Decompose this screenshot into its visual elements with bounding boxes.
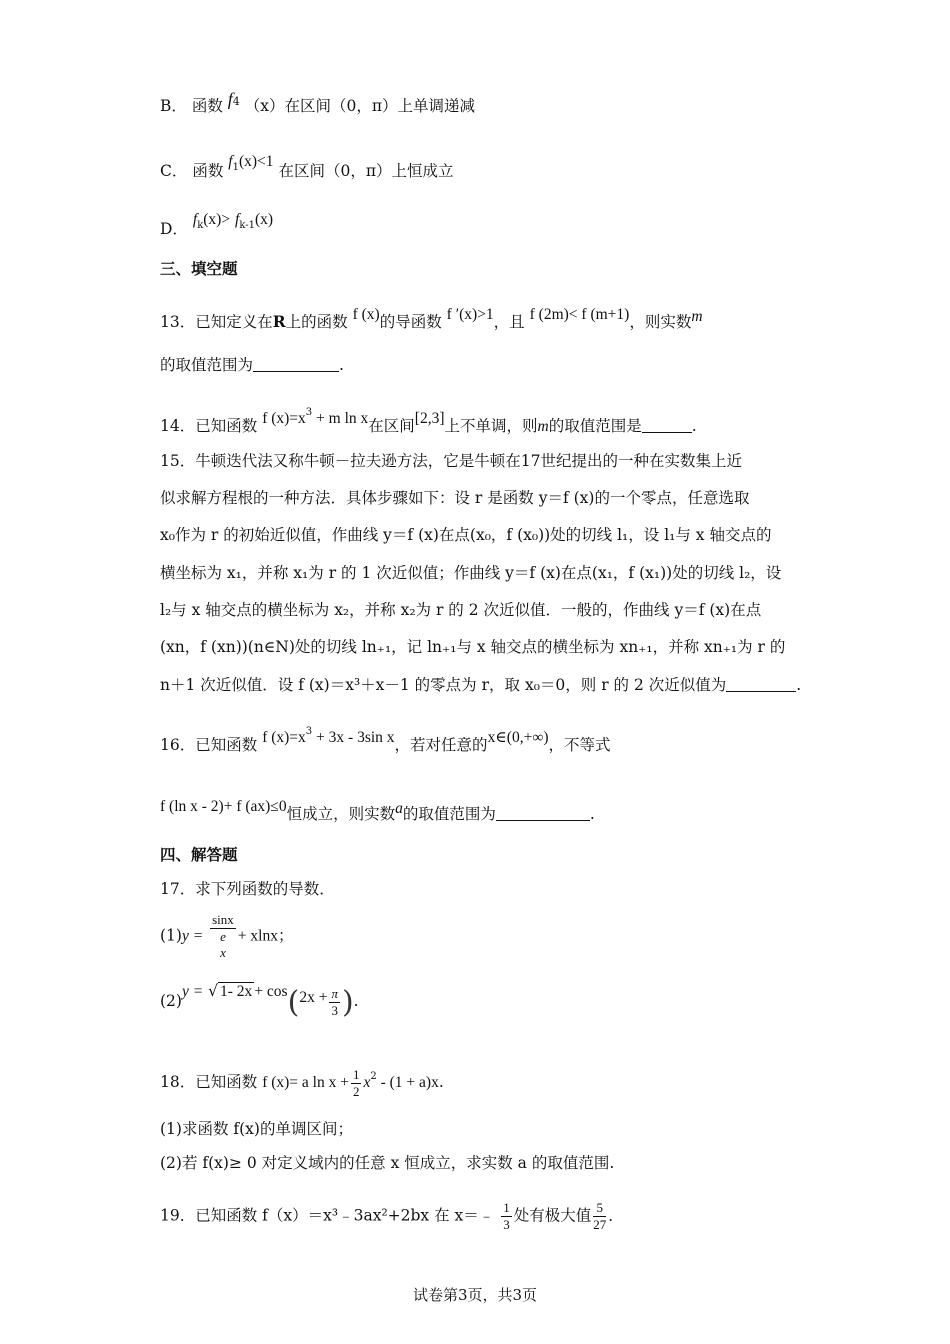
question-18: 18．已知函数 f (x)= a ln x + $\frac{1}{2}$ $x^2 - (1 + a)x$. <box>160 1066 444 1099</box>
question-18-part-1: (1)求函数 f(x)的单调区间； <box>160 1120 353 1138</box>
question-17-part-2: (2)y = √ 1- 2x + cos(2x + $\frac{\pi}{3}$ ). <box>160 982 359 1020</box>
page-footer: 试卷第3页，共3页 <box>412 1286 538 1304</box>
question-17-stem: 17．求下列函数的导数． <box>160 880 335 898</box>
question-14: 14．已知函数 f $(x)=x^3 + m$ ln x在区间[2,3]上不单调，则m的取值范围是 . <box>160 407 697 435</box>
question-15-line-7: n＋1 次近似值．设 f (x)＝x³＋x－1 的零点为 r，取 x₀＝0，则 r 的 2 次近似值为 . <box>160 676 802 694</box>
option-d: D． $f_k(x)> f_{k-1}(x)$ <box>160 211 274 238</box>
question-18-part-2: (2)若 f(x)≥ 0 对定义域内的任意 x 恒成立，求实数 a 的取值范围. <box>160 1154 615 1172</box>
question-17-part-1: (1)y = sinx e x + xlnx； <box>160 912 294 960</box>
question-15-line-1: 15．牛顿迭代法又称牛顿－拉夫逊方法，它是牛顿在17世纪提出的一种在实数集上近 <box>160 452 742 470</box>
question-16-line2: f (ln x - 2)+ f (ax)≤0恒成立，则实数a的取值范围为 . <box>160 798 595 823</box>
question-19: 19．已知函数 f（x）＝x³﹣3ax²+2bx 在 x＝﹣ $\frac{1}{3}$ 处有极大值 $\frac{5}{27}$ ． <box>160 1200 624 1232</box>
question-15-line-3: x₀作为 r 的初始近似值，作曲线 y＝f (x)在点(x₀，f (x₀))处的切线 l₁，设 l₁与 x 轴交点的 <box>160 526 772 544</box>
section-title-fill-blank: 三、填空题 <box>160 259 238 278</box>
question-15-line-2: 似求解方程根的一种方法．具体步骤如下：设 r 是函数 y＝f (x)的一个零点，任意选取 <box>160 489 750 507</box>
option-b: B． 函数 $f^4$ （x）在区间（0，π）上单调递减 <box>160 89 476 115</box>
question-15-line-5: l₂与 x 轴交点的横坐标为 x₂，并称 x₂为 r 的 2 次近似值．一般的，作曲线 y＝f (x)在点 <box>160 601 762 619</box>
question-13-line2: 的取值范围为 . <box>160 356 344 374</box>
option-c: C． 函数 $f_1(x)<1$ 在区间（0，π）上恒成立 <box>160 153 454 180</box>
question-15-line-6: (xn，f (xn))(n∈N)处的切线 ln₊₁，记 ln₊₁与 x 轴交点的横坐标为 xn₊₁，并称 xn₊₁为 r 的 <box>160 638 786 656</box>
section-title-solutions: 四、解答题 <box>160 845 238 864</box>
question-16: 16．已知函数 f $(x)=x^3 + 3x - 3\sin$ x，若对任意的x∈(0,+∞)，不等式 <box>160 726 611 754</box>
question-13: 13．已知定义在R上的函数 f (x)的导函数 f ′(x)>1，且 f (2m)< f (m+1)，则实数m <box>160 306 703 331</box>
question-15-line-4: 横坐标为 x₁，并称 x₁为 r 的 1 次近似值；作曲线 y＝f (x)在点(x₁，f (x₁))处的切线 l₂，设 <box>160 564 782 582</box>
